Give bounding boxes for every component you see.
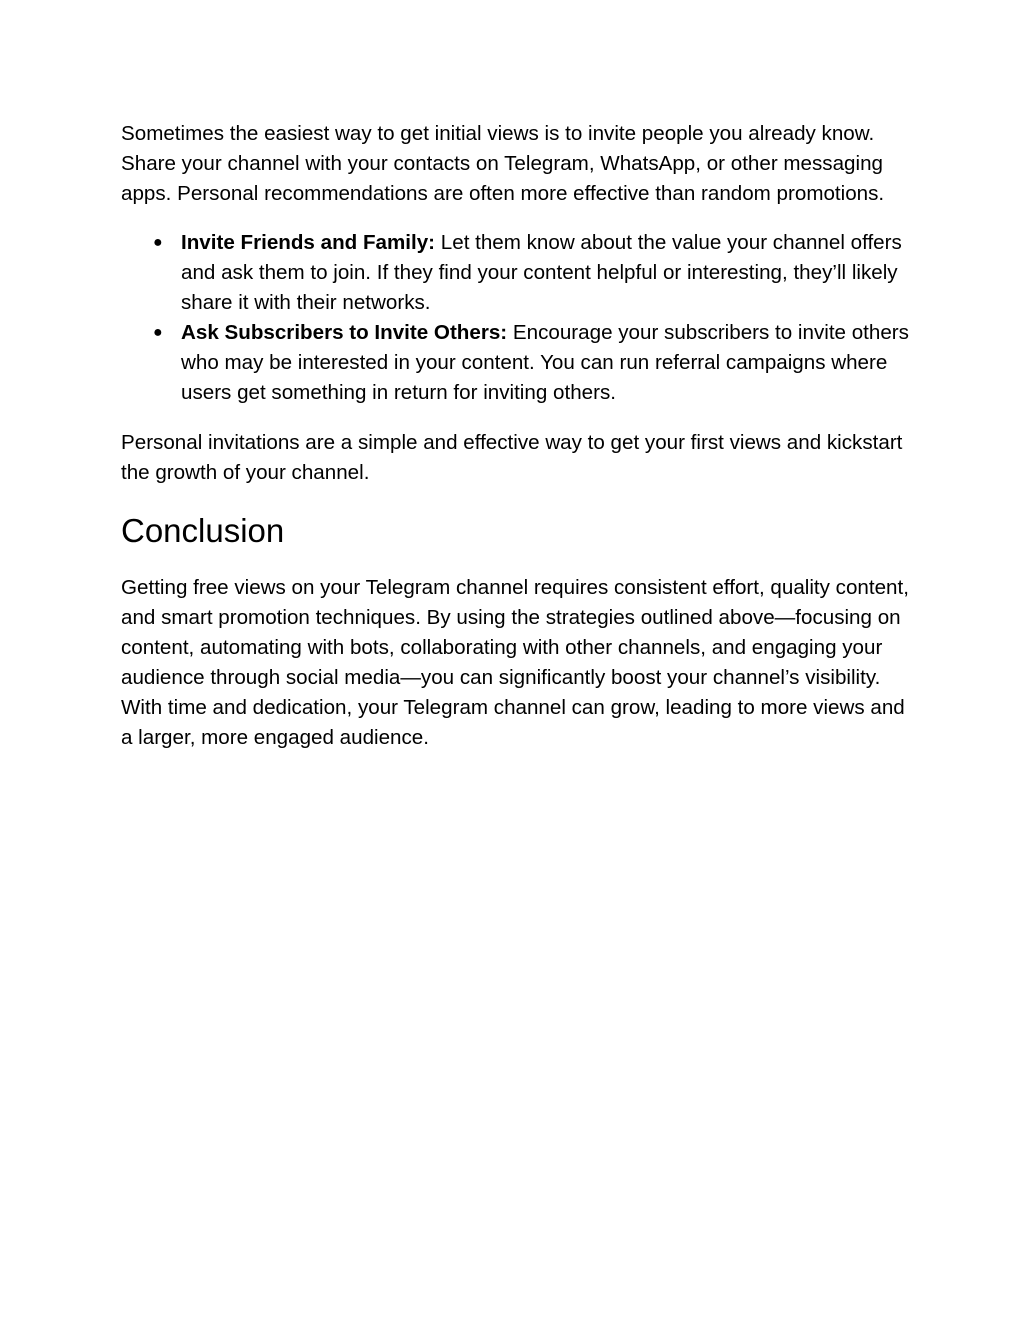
list-item-text: Encourage your subscribers to invite others who may be interested in your content. You can run referral campaigns where users get something in return for inviting others. [181,321,909,404]
bullet-icon: ● [153,234,163,251]
list-item-ask-subscribers [121,318,911,408]
document-page [121,119,911,753]
intro-paragraph: Sometimes the easiest way to get initial views is to invite people you already know. Share your channel with your contacts on Telegram, WhatsApp, or other messaging apps. Personal recommendations are often more effective than random promotions. [121,122,885,205]
bullet-icon: ● [153,324,163,341]
list-item-invite-friends [121,228,911,318]
list-item-title: Invite Friends and Family: [181,231,436,254]
conclusion-heading: Conclusion [121,512,285,549]
invite-tips-list [121,228,911,408]
list-item-text: Let them know about the value your channel offers and ask them to join. If they find your content helpful or interesting, they’ll likely share it with their networks. [181,231,902,314]
closing-paragraph: Personal invitations are a simple and effective way to get your first views and kickstart the growth of your channel. [121,431,903,484]
conclusion-paragraph: Getting free views on your Telegram channel requires consistent effort, quality content, and smart promotion techniques. By using the strategies outlined above—focusing on content, automating with bots, collaborating with other channels, and engaging your audience through social media—you can significantly boost your channel’s visibility. With time and dedication, your Telegram channel can grow, leading to more views and a larger, more engaged audience. [121,576,909,749]
list-item-title: Ask Subscribers to Invite Others: [181,321,508,344]
